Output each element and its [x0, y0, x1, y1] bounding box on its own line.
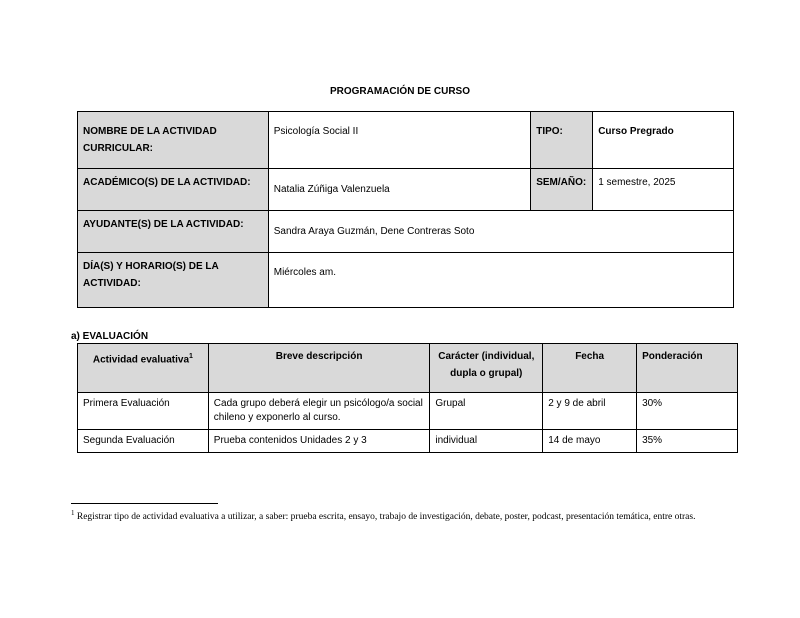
academic-label: ACADÉMICO(S) DE LA ACTIVIDAD:	[78, 169, 269, 211]
evaluation-table	[77, 343, 738, 453]
header-description: Breve descripción	[208, 344, 430, 393]
activity-label: NOMBRE DE LA ACTIVIDAD CURRICULAR:	[78, 112, 269, 169]
info-row-schedule	[78, 253, 734, 308]
header-activity: Actividad evaluativa$^1$	[78, 344, 209, 393]
tipo-value: Curso Pregrado	[593, 112, 734, 169]
footnote-ref: 1	[189, 353, 193, 360]
row-date: 14 de mayo	[543, 430, 637, 453]
row-activity: Segunda Evaluación	[78, 430, 209, 453]
footnote-marker: 1	[71, 509, 75, 517]
table-row	[78, 393, 738, 430]
info-row-activity	[78, 112, 734, 169]
row-weight: 30%	[637, 393, 738, 430]
section-title-evaluacion: a) EVALUACIÓN	[71, 331, 149, 342]
info-row-assistant	[78, 211, 734, 253]
row-character: Grupal	[430, 393, 543, 430]
header-weight: Ponderación	[637, 344, 738, 393]
header-character: Carácter (individual, dupla o grupal)	[430, 344, 543, 393]
row-description: Cada grupo deberá elegir un psicólogo/a social chileno y exponerlo al curso.	[208, 393, 430, 430]
row-date: 2 y 9 de abril	[543, 393, 637, 430]
footnote	[71, 507, 731, 524]
academic-value: Natalia Zúñiga Valenzuela	[268, 169, 530, 211]
course-info-table	[77, 111, 734, 308]
footnote-text: Registrar tipo de actividad evaluativa a utilizar, a saber: prueba escrita, ensayo, trabajo de investigación, debate, poster, podcast, presentación temática, entre otras.	[74, 512, 696, 523]
row-activity: Primera Evaluación	[78, 393, 209, 430]
evaluation-header-row	[78, 344, 738, 393]
schedule-label: DÍA(S) Y HORARIO(S) DE LA ACTIVIDAD:	[78, 253, 269, 308]
header-date: Fecha	[543, 344, 637, 393]
activity-value: Psicología Social II	[268, 112, 530, 169]
assistant-label: AYUDANTE(S) DE LA ACTIVIDAD:	[78, 211, 269, 253]
assistant-value: Sandra Araya Guzmán, Dene Contreras Soto	[268, 211, 733, 253]
row-description: Prueba contenidos Unidades 2 y 3	[208, 430, 430, 453]
document-title: PROGRAMACIÓN DE CURSO	[329, 86, 470, 97]
info-row-academic	[78, 169, 734, 211]
sem-value: 1 semestre, 2025	[593, 169, 734, 211]
row-character: individual	[430, 430, 543, 453]
footnote-divider	[71, 503, 218, 504]
schedule-value: Miércoles am.	[268, 253, 733, 308]
tipo-label: TIPO:	[531, 112, 593, 169]
sem-label: SEM/AÑO:	[531, 169, 593, 211]
table-row	[78, 430, 738, 453]
row-weight: 35%	[637, 430, 738, 453]
